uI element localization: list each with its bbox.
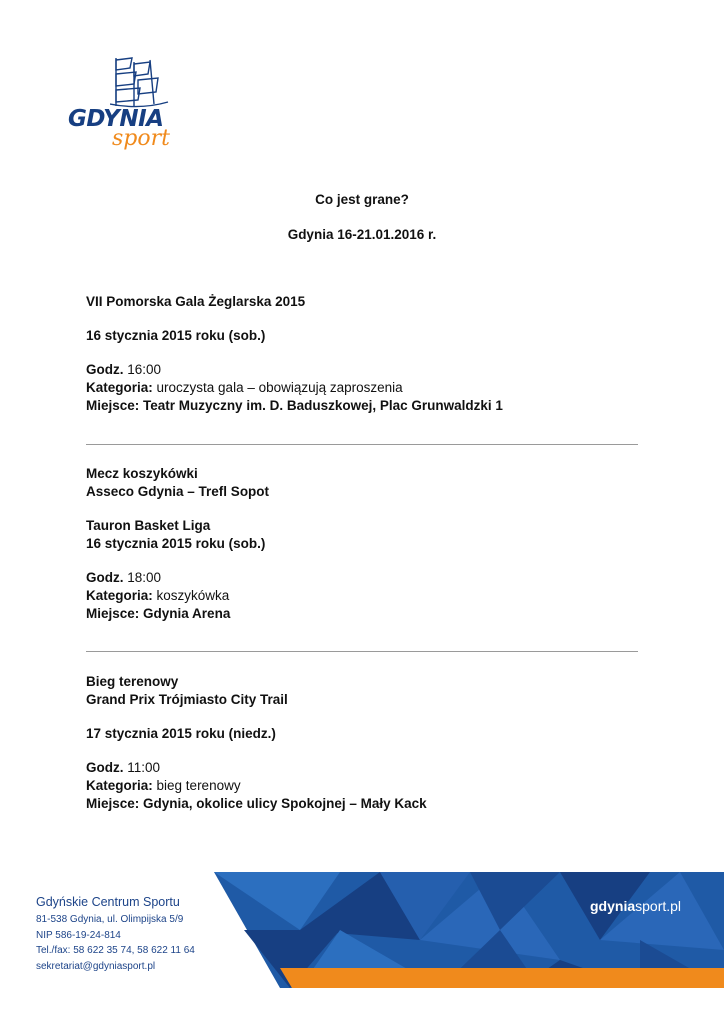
category-value: koszykówka bbox=[156, 588, 230, 603]
page-title: Co jest grane? bbox=[315, 192, 409, 207]
time-label: Godz. bbox=[86, 760, 124, 775]
place-label: Miejsce: bbox=[86, 398, 140, 413]
footer-contact bbox=[36, 895, 195, 974]
time-value: 18:00 bbox=[127, 570, 162, 585]
event-date: 17 stycznia 2015 roku (niedz.) bbox=[86, 726, 276, 741]
website-url[interactable] bbox=[590, 898, 681, 914]
event-date: 16 stycznia 2015 roku (sob.) bbox=[86, 536, 266, 551]
place-value: Teatr Muzyczny im. D. Baduszkowej, Plac Grunwaldzki 1 bbox=[143, 398, 503, 413]
event-title: VII Pomorska Gala Żeglarska 2015 bbox=[86, 294, 306, 309]
org-address: 81-538 Gdynia, ul. Olimpijska 5/9 bbox=[36, 914, 184, 925]
category-value: bieg terenowy bbox=[156, 778, 241, 793]
event-title: Bieg terenowy bbox=[86, 674, 179, 689]
category-label: Kategoria: bbox=[86, 380, 153, 395]
logo-brand-sub: sport bbox=[112, 126, 170, 151]
place-value: Gdynia Arena bbox=[143, 606, 231, 621]
url-bold: gdynia bbox=[590, 898, 636, 914]
place-label: Miejsce: bbox=[86, 606, 140, 621]
event-title: Grand Prix Trójmiasto City Trail bbox=[86, 692, 288, 707]
event-league: Tauron Basket Liga bbox=[86, 518, 211, 533]
event-date: 16 stycznia 2015 roku (sob.) bbox=[86, 328, 266, 343]
time-label: Godz. bbox=[86, 570, 124, 585]
event-title: Mecz koszykówki bbox=[86, 466, 198, 481]
org-nip: NIP 586-19-24-814 bbox=[36, 929, 121, 941]
logo-brand: GDYNIA bbox=[68, 106, 164, 132]
org-name: Gdyńskie Centrum Sportu bbox=[36, 895, 180, 909]
place-label: Miejsce: bbox=[86, 796, 140, 811]
category-label: Kategoria: bbox=[86, 778, 153, 793]
category-value: uroczysta gala – obowiązują zaproszenia bbox=[156, 380, 403, 395]
date-range: Gdynia 16-21.01.2016 r. bbox=[287, 227, 437, 242]
time-value: 16:00 bbox=[127, 362, 162, 377]
url-rest: sport.pl bbox=[635, 898, 682, 914]
category-label: Kategoria: bbox=[86, 588, 153, 603]
event-title: Asseco Gdynia – Trefl Sopot bbox=[86, 484, 270, 499]
org-phone: Tel./fax: 58 622 35 74, 58 622 11 64 bbox=[36, 945, 195, 956]
place-value: Gdynia, okolice ulicy Spokojnej – Mały Kack bbox=[143, 796, 427, 811]
time-label: Godz. bbox=[86, 362, 124, 377]
time-value: 11:00 bbox=[127, 760, 161, 775]
org-email[interactable]: sekretariat@gdyniasport.pl bbox=[36, 960, 156, 972]
